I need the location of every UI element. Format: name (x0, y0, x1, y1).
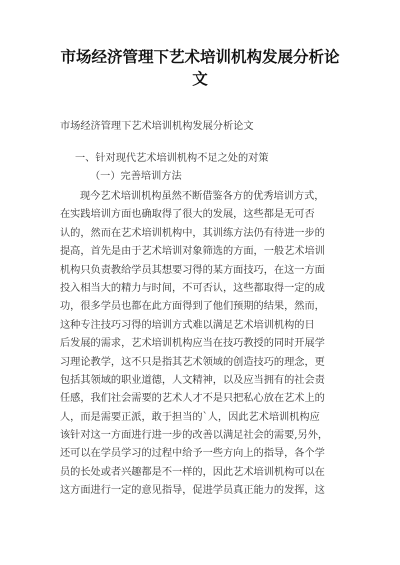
body-line: 该针对这一方面进行进一步的改善以满足社会的需要,另外， (60, 430, 329, 442)
body-line: 员的长处或者兴趣都是不一样的，因此艺术培训机构可以在 (60, 466, 325, 478)
body-line: 习理论教学，这不只是指其艺术领域的创造技巧的理念，更 (60, 356, 325, 368)
title-line-2: 文 (192, 70, 208, 88)
body-line: 任感，我们社会需要的艺术人才不是只把私心放在艺术上的 (60, 393, 325, 405)
document-title (60, 46, 340, 90)
body-line: 人，而是需要正派，敢于担当的`人，因此艺术培训机构应 (60, 411, 320, 423)
body-line: 提高，首先是由于艺术培训对象筛选的方面，一般艺术培训 (60, 246, 325, 258)
body-line: 功，很多学员也都在此方面得到了他们预期的结果，然而， (60, 301, 325, 313)
body-line: 后发展的需求，艺术培训机构应当在技巧教授的同时开展学 (60, 338, 325, 350)
document-subtitle: 市场经济管理下艺术培训机构发展分析论文 (60, 121, 254, 132)
section-heading: 一、针对现代艺术培训机构不足之处的对策 (75, 153, 269, 164)
body-line: 包括其领域的职业道德，人文精神，以及应当拥有的社会责 (60, 374, 325, 386)
subsection-heading: （一）完善培训方法 (90, 171, 182, 182)
body-line: 这方面进行一定的意见指导，促进学员真正能力的发挥，这 (60, 485, 325, 497)
body-line: 在实践培训方面也确取得了很大的发展，这些都是无可否 (60, 209, 315, 221)
body-text (60, 188, 352, 501)
title-line-1: 市场经济管理下艺术培训机构发展分析论 (60, 48, 340, 66)
body-line: 这种专注技巧习得的培训方式难以满足艺术培训机构的日 (60, 319, 315, 331)
body-line: 现今艺术培训机构虽然不断借鉴各方的优秀培训方式， (80, 191, 325, 202)
body-line: 机构只负责教给学员其想要习得的某方面技巧，在这一方面 (60, 264, 325, 276)
body-line: 认的，然而在艺术培训机构中，其训练方法仍有待进一步的 (60, 227, 325, 239)
body-line: 投入相当大的精力与时间，不可否认，这些都取得一定的成 (60, 282, 325, 294)
body-line: 还可以在学员学习的过程中给予一些方向上的指导，各个学 (60, 448, 325, 460)
